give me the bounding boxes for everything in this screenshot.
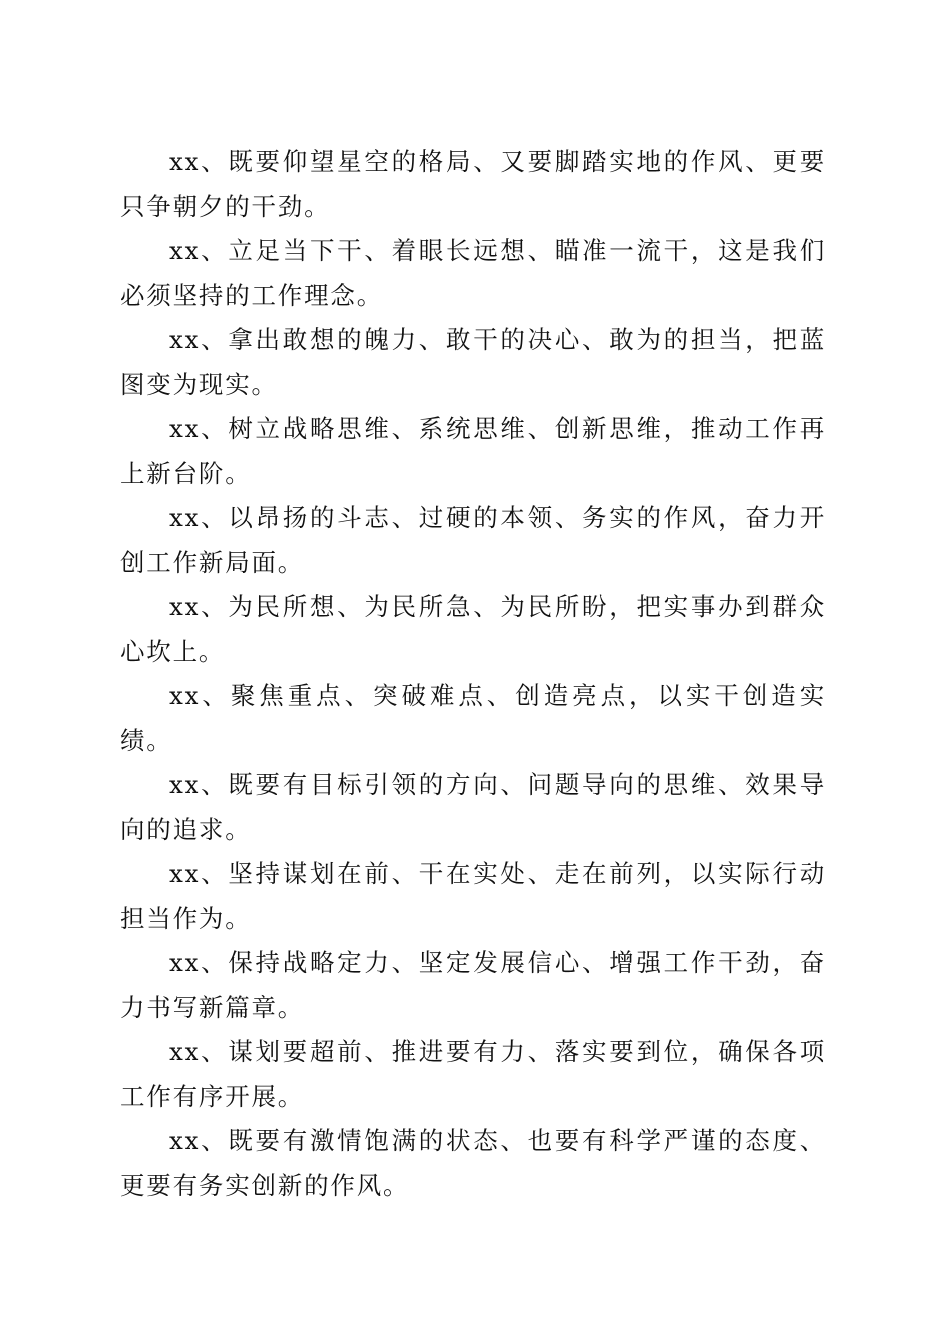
- paragraph-10: xx、保持战略定力、坚定发展信心、增强工作干劲，奋力书写新篇章。: [120, 948, 826, 1022]
- paragraph-1: xx、既要仰望星空的格局、又要脚踏实地的作风、更要只争朝夕的干劲。: [120, 147, 826, 221]
- paragraph-8: xx、既要有目标引领的方向、问题导向的思维、效果导向的追求。: [120, 770, 826, 844]
- paragraph-4: xx、树立战略思维、系统思维、创新思维，推动工作再上新台阶。: [120, 414, 826, 488]
- paragraph-9: xx、坚持谋划在前、干在实处、走在前列，以实际行动担当作为。: [120, 859, 826, 933]
- paragraph-6: xx、为民所想、为民所急、为民所盼，把实事办到群众心坎上。: [120, 592, 826, 666]
- paragraph-11: xx、谋划要超前、推进要有力、落实要到位，确保各项工作有序开展。: [120, 1037, 826, 1111]
- paragraph-5: xx、以昂扬的斗志、过硬的本领、务实的作风，奋力开创工作新局面。: [120, 503, 826, 577]
- paragraph-7: xx、聚焦重点、突破难点、创造亮点，以实干创造实绩。: [120, 681, 826, 755]
- paragraph-2: xx、立足当下干、着眼长远想、瞄准一流干，这是我们必须坚持的工作理念。: [120, 236, 826, 310]
- document-body: [120, 140, 826, 1208]
- paragraph-3: xx、拿出敢想的魄力、敢干的决心、敢为的担当，把蓝图变为现实。: [120, 325, 826, 399]
- paragraph-12: xx、既要有激情饱满的状态、也要有科学严谨的态度、更要有务实创新的作风。: [120, 1126, 826, 1200]
